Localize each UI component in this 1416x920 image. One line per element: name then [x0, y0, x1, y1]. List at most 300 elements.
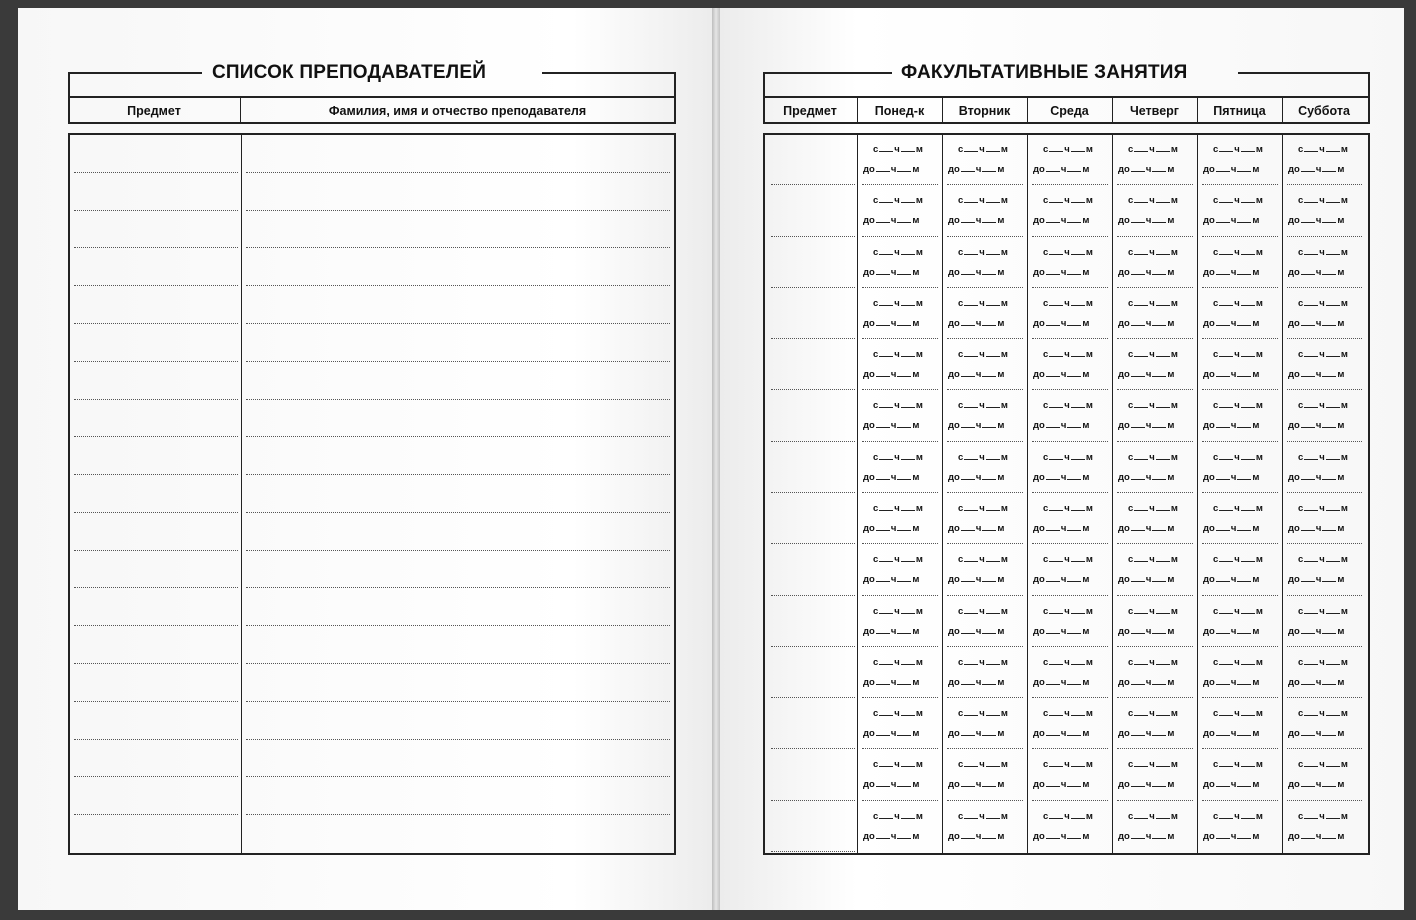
minute-blank[interactable]: [1152, 677, 1166, 685]
time-slot-from[interactable]: [1043, 708, 1093, 719]
hour-blank[interactable]: [1304, 811, 1318, 819]
time-slot-from[interactable]: [1298, 708, 1348, 719]
time-slot-to[interactable]: [1033, 472, 1089, 483]
teacher-write-line[interactable]: [246, 550, 670, 551]
teacher-write-line[interactable]: [246, 172, 670, 173]
subject-write-line[interactable]: [74, 587, 238, 588]
minute-blank[interactable]: [1156, 503, 1170, 511]
hour-blank[interactable]: [961, 523, 975, 531]
minute-blank[interactable]: [982, 677, 996, 685]
subject-write-line[interactable]: [74, 776, 238, 777]
minute-blank[interactable]: [986, 247, 1000, 255]
hour-blank[interactable]: [1304, 554, 1318, 562]
time-slot-from[interactable]: [873, 503, 923, 514]
hour-blank[interactable]: [876, 626, 890, 634]
hour-blank[interactable]: [1046, 779, 1060, 787]
hour-blank[interactable]: [1049, 657, 1063, 665]
minute-blank[interactable]: [1071, 554, 1085, 562]
time-slot-to[interactable]: [1203, 523, 1259, 534]
teacher-write-line[interactable]: [246, 625, 670, 626]
time-slot-to[interactable]: [1288, 472, 1344, 483]
time-slot-to[interactable]: [948, 215, 1004, 226]
time-slot-to[interactable]: [1203, 215, 1259, 226]
teacher-write-line[interactable]: [246, 399, 670, 400]
time-slot-from[interactable]: [1213, 759, 1263, 770]
minute-blank[interactable]: [1237, 728, 1251, 736]
hour-blank[interactable]: [876, 831, 890, 839]
time-slot-to[interactable]: [948, 369, 1004, 380]
time-slot-to[interactable]: [1033, 523, 1089, 534]
time-slot-from[interactable]: [1128, 298, 1178, 309]
minute-blank[interactable]: [897, 318, 911, 326]
time-slot-to[interactable]: [1118, 574, 1174, 585]
time-slot-from[interactable]: [1128, 144, 1178, 155]
time-slot-from[interactable]: [1213, 144, 1263, 155]
hour-blank[interactable]: [1219, 554, 1233, 562]
subject-write-line[interactable]: [74, 172, 238, 173]
hour-blank[interactable]: [1049, 452, 1063, 460]
teacher-write-line[interactable]: [246, 323, 670, 324]
subject-write-line[interactable]: [771, 236, 855, 237]
time-slot-from[interactable]: [873, 298, 923, 309]
hour-blank[interactable]: [1219, 708, 1233, 716]
minute-blank[interactable]: [1326, 759, 1340, 767]
time-slot-from[interactable]: [873, 759, 923, 770]
minute-blank[interactable]: [1237, 472, 1251, 480]
hour-blank[interactable]: [879, 811, 893, 819]
time-slot-to[interactable]: [1118, 318, 1174, 329]
minute-blank[interactable]: [1241, 503, 1255, 511]
hour-blank[interactable]: [1046, 574, 1060, 582]
minute-blank[interactable]: [1326, 195, 1340, 203]
time-slot-from[interactable]: [1213, 298, 1263, 309]
hour-blank[interactable]: [1131, 523, 1145, 531]
time-slot-to[interactable]: [1203, 267, 1259, 278]
minute-blank[interactable]: [1322, 318, 1336, 326]
time-slot-from[interactable]: [1298, 811, 1348, 822]
minute-blank[interactable]: [1237, 626, 1251, 634]
hour-blank[interactable]: [1049, 708, 1063, 716]
minute-blank[interactable]: [1241, 811, 1255, 819]
minute-blank[interactable]: [1326, 811, 1340, 819]
time-slot-to[interactable]: [1033, 420, 1089, 431]
minute-blank[interactable]: [901, 554, 915, 562]
hour-blank[interactable]: [879, 349, 893, 357]
time-slot-from[interactable]: [1043, 349, 1093, 360]
minute-blank[interactable]: [897, 472, 911, 480]
minute-blank[interactable]: [1237, 779, 1251, 787]
time-slot-to[interactable]: [1033, 831, 1089, 842]
time-slot-from[interactable]: [1043, 195, 1093, 206]
time-slot-from[interactable]: [958, 195, 1008, 206]
hour-blank[interactable]: [1219, 811, 1233, 819]
minute-blank[interactable]: [1241, 247, 1255, 255]
hour-blank[interactable]: [1216, 728, 1230, 736]
hour-blank[interactable]: [1219, 349, 1233, 357]
hour-blank[interactable]: [879, 195, 893, 203]
subject-write-line[interactable]: [771, 851, 855, 852]
time-slot-to[interactable]: [1118, 215, 1174, 226]
time-slot-from[interactable]: [1128, 247, 1178, 258]
time-slot-to[interactable]: [1203, 318, 1259, 329]
subject-write-line[interactable]: [74, 210, 238, 211]
minute-blank[interactable]: [897, 164, 911, 172]
time-slot-to[interactable]: [1033, 369, 1089, 380]
time-slot-from[interactable]: [1043, 452, 1093, 463]
time-slot-from[interactable]: [958, 554, 1008, 565]
minute-blank[interactable]: [901, 349, 915, 357]
minute-blank[interactable]: [1241, 708, 1255, 716]
hour-blank[interactable]: [1134, 657, 1148, 665]
time-slot-from[interactable]: [873, 554, 923, 565]
time-slot-from[interactable]: [1213, 400, 1263, 411]
minute-blank[interactable]: [1156, 554, 1170, 562]
hour-blank[interactable]: [1134, 400, 1148, 408]
time-slot-from[interactable]: [1128, 708, 1178, 719]
minute-blank[interactable]: [901, 400, 915, 408]
minute-blank[interactable]: [1152, 574, 1166, 582]
time-slot-from[interactable]: [1128, 195, 1178, 206]
time-slot-to[interactable]: [863, 831, 919, 842]
hour-blank[interactable]: [964, 811, 978, 819]
time-slot-to[interactable]: [1033, 626, 1089, 637]
time-slot-from[interactable]: [1043, 657, 1093, 668]
subject-write-line[interactable]: [771, 646, 855, 647]
time-slot-to[interactable]: [1203, 728, 1259, 739]
minute-blank[interactable]: [1237, 164, 1251, 172]
subject-write-line[interactable]: [771, 748, 855, 749]
minute-blank[interactable]: [986, 606, 1000, 614]
time-slot-to[interactable]: [948, 677, 1004, 688]
minute-blank[interactable]: [901, 759, 915, 767]
time-slot-from[interactable]: [873, 452, 923, 463]
minute-blank[interactable]: [1156, 247, 1170, 255]
minute-blank[interactable]: [1152, 420, 1166, 428]
hour-blank[interactable]: [879, 657, 893, 665]
hour-blank[interactable]: [964, 144, 978, 152]
minute-blank[interactable]: [1156, 298, 1170, 306]
time-slot-from[interactable]: [958, 606, 1008, 617]
minute-blank[interactable]: [1241, 400, 1255, 408]
minute-blank[interactable]: [1067, 369, 1081, 377]
time-slot-to[interactable]: [1203, 626, 1259, 637]
minute-blank[interactable]: [1071, 400, 1085, 408]
minute-blank[interactable]: [1241, 452, 1255, 460]
minute-blank[interactable]: [1156, 144, 1170, 152]
time-slot-from[interactable]: [873, 195, 923, 206]
minute-blank[interactable]: [986, 554, 1000, 562]
hour-blank[interactable]: [964, 195, 978, 203]
time-slot-to[interactable]: [1288, 164, 1344, 175]
hour-blank[interactable]: [1134, 811, 1148, 819]
hour-blank[interactable]: [876, 164, 890, 172]
hour-blank[interactable]: [964, 503, 978, 511]
hour-blank[interactable]: [876, 779, 890, 787]
minute-blank[interactable]: [1071, 759, 1085, 767]
minute-blank[interactable]: [982, 831, 996, 839]
hour-blank[interactable]: [961, 164, 975, 172]
time-slot-to[interactable]: [1288, 574, 1344, 585]
time-slot-to[interactable]: [948, 779, 1004, 790]
hour-blank[interactable]: [876, 523, 890, 531]
hour-blank[interactable]: [1131, 318, 1145, 326]
hour-blank[interactable]: [1304, 503, 1318, 511]
minute-blank[interactable]: [1071, 657, 1085, 665]
hour-blank[interactable]: [1301, 574, 1315, 582]
minute-blank[interactable]: [901, 298, 915, 306]
minute-blank[interactable]: [982, 420, 996, 428]
teacher-write-line[interactable]: [246, 739, 670, 740]
teacher-write-line[interactable]: [246, 436, 670, 437]
minute-blank[interactable]: [1237, 369, 1251, 377]
time-slot-from[interactable]: [1213, 657, 1263, 668]
minute-blank[interactable]: [1071, 195, 1085, 203]
minute-blank[interactable]: [1322, 215, 1336, 223]
minute-blank[interactable]: [1156, 708, 1170, 716]
hour-blank[interactable]: [876, 318, 890, 326]
minute-blank[interactable]: [982, 728, 996, 736]
minute-blank[interactable]: [1156, 400, 1170, 408]
time-slot-to[interactable]: [863, 574, 919, 585]
time-slot-from[interactable]: [958, 811, 1008, 822]
minute-blank[interactable]: [1156, 759, 1170, 767]
hour-blank[interactable]: [1301, 164, 1315, 172]
subject-write-line[interactable]: [74, 663, 238, 664]
time-slot-to[interactable]: [1288, 831, 1344, 842]
hour-blank[interactable]: [961, 728, 975, 736]
minute-blank[interactable]: [986, 195, 1000, 203]
hour-blank[interactable]: [1216, 420, 1230, 428]
time-slot-to[interactable]: [1118, 472, 1174, 483]
time-slot-to[interactable]: [1288, 779, 1344, 790]
hour-blank[interactable]: [964, 759, 978, 767]
minute-blank[interactable]: [1322, 626, 1336, 634]
hour-blank[interactable]: [879, 606, 893, 614]
time-slot-from[interactable]: [1298, 503, 1348, 514]
hour-blank[interactable]: [1131, 215, 1145, 223]
teacher-write-line[interactable]: [246, 210, 670, 211]
minute-blank[interactable]: [1156, 452, 1170, 460]
hour-blank[interactable]: [1216, 831, 1230, 839]
minute-blank[interactable]: [901, 247, 915, 255]
minute-blank[interactable]: [1237, 318, 1251, 326]
subject-write-line[interactable]: [74, 436, 238, 437]
hour-blank[interactable]: [1049, 349, 1063, 357]
time-slot-from[interactable]: [958, 144, 1008, 155]
minute-blank[interactable]: [1326, 708, 1340, 716]
minute-blank[interactable]: [982, 164, 996, 172]
time-slot-from[interactable]: [958, 657, 1008, 668]
hour-blank[interactable]: [1046, 420, 1060, 428]
hour-blank[interactable]: [1134, 708, 1148, 716]
time-slot-to[interactable]: [948, 420, 1004, 431]
minute-blank[interactable]: [982, 472, 996, 480]
time-slot-from[interactable]: [1043, 298, 1093, 309]
time-slot-from[interactable]: [1043, 811, 1093, 822]
hour-blank[interactable]: [1131, 369, 1145, 377]
time-slot-to[interactable]: [948, 574, 1004, 585]
time-slot-to[interactable]: [1203, 677, 1259, 688]
minute-blank[interactable]: [1071, 144, 1085, 152]
minute-blank[interactable]: [1152, 831, 1166, 839]
time-slot-to[interactable]: [1288, 523, 1344, 534]
minute-blank[interactable]: [986, 759, 1000, 767]
minute-blank[interactable]: [1322, 523, 1336, 531]
hour-blank[interactable]: [1049, 606, 1063, 614]
hour-blank[interactable]: [1049, 400, 1063, 408]
minute-blank[interactable]: [1322, 472, 1336, 480]
hour-blank[interactable]: [1216, 215, 1230, 223]
minute-blank[interactable]: [982, 779, 996, 787]
minute-blank[interactable]: [1071, 298, 1085, 306]
hour-blank[interactable]: [964, 657, 978, 665]
time-slot-from[interactable]: [958, 452, 1008, 463]
minute-blank[interactable]: [1152, 626, 1166, 634]
subject-write-line[interactable]: [74, 701, 238, 702]
minute-blank[interactable]: [986, 503, 1000, 511]
hour-blank[interactable]: [1131, 728, 1145, 736]
time-slot-from[interactable]: [1213, 349, 1263, 360]
time-slot-from[interactable]: [1213, 503, 1263, 514]
minute-blank[interactable]: [1322, 677, 1336, 685]
hour-blank[interactable]: [1049, 503, 1063, 511]
hour-blank[interactable]: [879, 554, 893, 562]
minute-blank[interactable]: [986, 298, 1000, 306]
time-slot-to[interactable]: [1203, 779, 1259, 790]
minute-blank[interactable]: [1071, 452, 1085, 460]
time-slot-to[interactable]: [1033, 779, 1089, 790]
minute-blank[interactable]: [1241, 554, 1255, 562]
time-slot-from[interactable]: [1128, 503, 1178, 514]
hour-blank[interactable]: [1219, 144, 1233, 152]
time-slot-from[interactable]: [1128, 554, 1178, 565]
time-slot-from[interactable]: [1043, 759, 1093, 770]
time-slot-to[interactable]: [1033, 728, 1089, 739]
time-slot-to[interactable]: [1033, 318, 1089, 329]
minute-blank[interactable]: [1067, 523, 1081, 531]
subject-write-line[interactable]: [771, 184, 855, 185]
minute-blank[interactable]: [1241, 144, 1255, 152]
hour-blank[interactable]: [1131, 677, 1145, 685]
hour-blank[interactable]: [879, 759, 893, 767]
minute-blank[interactable]: [1241, 195, 1255, 203]
minute-blank[interactable]: [1152, 318, 1166, 326]
hour-blank[interactable]: [1219, 759, 1233, 767]
time-slot-to[interactable]: [948, 831, 1004, 842]
time-slot-to[interactable]: [1118, 728, 1174, 739]
time-slot-to[interactable]: [863, 215, 919, 226]
hour-blank[interactable]: [1219, 606, 1233, 614]
hour-blank[interactable]: [1219, 195, 1233, 203]
teacher-write-line[interactable]: [246, 361, 670, 362]
time-slot-to[interactable]: [1033, 215, 1089, 226]
hour-blank[interactable]: [961, 369, 975, 377]
time-slot-from[interactable]: [1298, 554, 1348, 565]
subject-write-line[interactable]: [74, 399, 238, 400]
time-slot-from[interactable]: [1213, 554, 1263, 565]
time-slot-from[interactable]: [1043, 554, 1093, 565]
time-slot-from[interactable]: [1128, 759, 1178, 770]
minute-blank[interactable]: [1071, 247, 1085, 255]
teacher-write-line[interactable]: [246, 776, 670, 777]
time-slot-from[interactable]: [873, 606, 923, 617]
hour-blank[interactable]: [961, 267, 975, 275]
hour-blank[interactable]: [1131, 267, 1145, 275]
hour-blank[interactable]: [1304, 298, 1318, 306]
time-slot-from[interactable]: [1043, 144, 1093, 155]
minute-blank[interactable]: [901, 452, 915, 460]
hour-blank[interactable]: [1049, 195, 1063, 203]
hour-blank[interactable]: [1046, 215, 1060, 223]
subject-write-line[interactable]: [771, 800, 855, 801]
time-slot-to[interactable]: [1118, 267, 1174, 278]
subject-write-line[interactable]: [771, 543, 855, 544]
hour-blank[interactable]: [961, 677, 975, 685]
time-slot-to[interactable]: [948, 267, 1004, 278]
hour-blank[interactable]: [1301, 267, 1315, 275]
teacher-write-line[interactable]: [246, 814, 670, 815]
time-slot-to[interactable]: [863, 369, 919, 380]
minute-blank[interactable]: [901, 811, 915, 819]
minute-blank[interactable]: [897, 626, 911, 634]
time-slot-to[interactable]: [1118, 523, 1174, 534]
time-slot-to[interactable]: [1118, 779, 1174, 790]
time-slot-to[interactable]: [1288, 420, 1344, 431]
hour-blank[interactable]: [1134, 503, 1148, 511]
time-slot-from[interactable]: [1043, 400, 1093, 411]
time-slot-to[interactable]: [1203, 420, 1259, 431]
time-slot-to[interactable]: [1118, 164, 1174, 175]
hour-blank[interactable]: [879, 503, 893, 511]
time-slot-from[interactable]: [958, 349, 1008, 360]
minute-blank[interactable]: [1067, 472, 1081, 480]
minute-blank[interactable]: [1322, 728, 1336, 736]
teacher-table[interactable]: [68, 133, 676, 855]
minute-blank[interactable]: [1237, 420, 1251, 428]
subject-write-line[interactable]: [74, 550, 238, 551]
time-slot-to[interactable]: [1203, 574, 1259, 585]
time-slot-from[interactable]: [1043, 606, 1093, 617]
minute-blank[interactable]: [1237, 831, 1251, 839]
hour-blank[interactable]: [1301, 523, 1315, 531]
minute-blank[interactable]: [1237, 215, 1251, 223]
teacher-write-line[interactable]: [246, 247, 670, 248]
minute-blank[interactable]: [1152, 267, 1166, 275]
minute-blank[interactable]: [1326, 349, 1340, 357]
minute-blank[interactable]: [1067, 215, 1081, 223]
minute-blank[interactable]: [1152, 728, 1166, 736]
time-slot-to[interactable]: [1118, 369, 1174, 380]
hour-blank[interactable]: [876, 369, 890, 377]
hour-blank[interactable]: [1219, 657, 1233, 665]
subject-write-line[interactable]: [74, 285, 238, 286]
hour-blank[interactable]: [1301, 677, 1315, 685]
subject-write-line[interactable]: [771, 338, 855, 339]
minute-blank[interactable]: [897, 215, 911, 223]
minute-blank[interactable]: [1067, 677, 1081, 685]
hour-blank[interactable]: [1304, 606, 1318, 614]
minute-blank[interactable]: [901, 503, 915, 511]
time-slot-to[interactable]: [948, 626, 1004, 637]
teacher-write-line[interactable]: [246, 587, 670, 588]
time-slot-from[interactable]: [1213, 606, 1263, 617]
hour-blank[interactable]: [876, 574, 890, 582]
hour-blank[interactable]: [1304, 708, 1318, 716]
subject-write-line[interactable]: [771, 492, 855, 493]
hour-blank[interactable]: [964, 298, 978, 306]
time-slot-from[interactable]: [873, 400, 923, 411]
time-slot-from[interactable]: [1213, 195, 1263, 206]
